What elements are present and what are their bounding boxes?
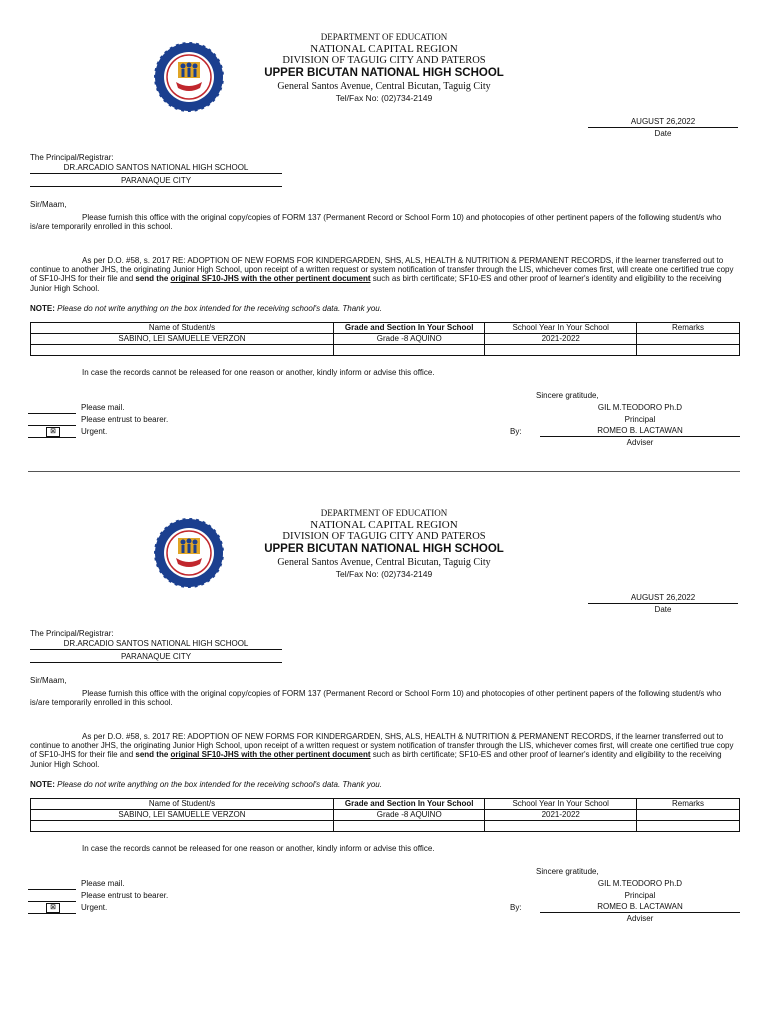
urgent-option-label: Urgent. xyxy=(81,903,108,912)
principal-label: Principal xyxy=(624,415,656,424)
note xyxy=(30,780,382,789)
date-label: Date xyxy=(654,605,672,614)
policy-text-part1: As per D.O. #58, s. 2017 RE: ADOPTION OF NEW FORMS FOR KINDERGARDEN, SHS, ALS, HEALTH & NUTRITION & PERMANENT RECORDS, if the learner transferred out to continue to another JHS, the originating Junior High School, upon receipt of a written request or system notification of transfer through the LIS, whichever comes first, will create one certified true copy of SF10-JHS for their file and xyxy=(30,732,734,760)
date-value: AUGUST 26,2022 xyxy=(588,117,738,128)
request-paragraph: Please furnish this office with the original copy/copies of FORM 137 (Permanent Record or School Form 10) and photocopies of other pertinent papers of the following student/s who is/are temporarily enrolled in this school. xyxy=(30,213,722,232)
copy-divider xyxy=(28,471,740,472)
table-row xyxy=(31,345,740,356)
urgent-checkbox[interactable]: ⊠ xyxy=(46,427,60,437)
header-school-name: UPPER BICUTAN NATIONAL HIGH SCHOOL xyxy=(264,543,504,555)
column-header-school-year: School Year In Your School xyxy=(485,799,636,810)
mail-option-blank[interactable] xyxy=(28,879,76,890)
header-address: General Santos Avenue, Central Bicutan, Taguig City xyxy=(277,557,491,568)
date-label: Date xyxy=(654,129,672,138)
release-notice: In case the records cannot be released for one reason or another, kindly inform or advise this office. xyxy=(82,844,435,853)
bearer-option-blank[interactable] xyxy=(28,891,76,902)
note-label: NOTE: xyxy=(30,780,55,789)
column-header-remarks: Remarks xyxy=(636,323,739,334)
request-paragraph: Please furnish this office with the original copy/copies of FORM 137 (Permanent Record or School Form 10) and photocopies of other pertinent papers of the following student/s who is/are temporarily enrolled in this school. xyxy=(30,689,722,708)
student-records-table xyxy=(30,798,740,832)
remarks-cell xyxy=(636,821,739,832)
policy-text-part2: such as birth certificate; SF10-ES and other proof of learner's identity and eligibility to the receiving Junior High School. xyxy=(30,750,722,769)
school-year-cell xyxy=(485,821,636,832)
addressee-title: The Principal/Registrar: xyxy=(30,153,114,162)
urgent-option-label: Urgent. xyxy=(81,427,108,436)
mail-option-blank[interactable] xyxy=(28,403,76,414)
header-address: General Santos Avenue, Central Bicutan, Taguig City xyxy=(277,81,491,92)
urgent-option-blank xyxy=(28,903,76,914)
header-division: DIVISION OF TAGUIG CITY AND PATEROS xyxy=(282,531,486,542)
note-text: Please do not write anything on the box intended for the receiving school's data. Thank you. xyxy=(57,304,382,313)
header-region: NATIONAL CAPITAL REGION xyxy=(310,43,458,55)
column-header-name: Name of Student/s xyxy=(31,799,334,810)
release-notice: In case the records cannot be released for one reason or another, kindly inform or advise this office. xyxy=(82,368,435,377)
student-name-cell xyxy=(31,821,334,832)
column-header-remarks: Remarks xyxy=(636,799,739,810)
school-year-cell: 2021-2022 xyxy=(485,334,636,345)
student-name-cell xyxy=(31,345,334,356)
note-label: NOTE: xyxy=(30,304,55,313)
adviser-name: ROMEO B. LACTAWAN xyxy=(540,426,740,437)
principal-name: GIL M.TEODORO Ph.D xyxy=(597,403,683,412)
addressee-title: The Principal/Registrar: xyxy=(30,629,114,638)
header-telfax: Tel/Fax No: (02)734-2149 xyxy=(335,93,433,103)
table-row xyxy=(31,821,740,832)
header-division: DIVISION OF TAGUIG CITY AND PATEROS xyxy=(282,55,486,66)
by-label: By: xyxy=(510,427,522,436)
column-header-grade-section: Grade and Section In Your School xyxy=(333,323,484,334)
closing-text: Sincere gratitude, xyxy=(536,867,599,876)
by-label: By: xyxy=(510,903,522,912)
policy-text-part1: As per D.O. #58, s. 2017 RE: ADOPTION OF NEW FORMS FOR KINDERGARDEN, SHS, ALS, HEALTH & NUTRITION & PERMANENT RECORDS, if the learner transferred out to continue to another JHS, the originating Junior High School, upon receipt of a written request or system notification of transfer through the LIS, whichever comes first, will create one certified true copy of SF10-JHS for their file and xyxy=(30,256,734,284)
policy-text-part2: such as birth certificate; SF10-ES and other proof of learner's identity and eligibility to the receiving Junior High School. xyxy=(30,274,722,293)
policy-text-bold: send the xyxy=(135,274,171,284)
adviser-name: ROMEO B. LACTAWAN xyxy=(540,902,740,913)
note xyxy=(30,304,382,313)
policy-text-underlined: original SF10-JHS with the other pertinent document xyxy=(170,274,371,284)
principal-name: GIL M.TEODORO Ph.D xyxy=(597,879,683,888)
request-form-copy-1 xyxy=(0,0,768,470)
policy-text-underlined: original SF10-JHS with the other pertinent document xyxy=(170,750,371,760)
student-name-cell: SABINO, LEI SAMUELLE VERZON xyxy=(31,334,334,345)
addressee-school: DR.ARCADIO SANTOS NATIONAL HIGH SCHOOL xyxy=(30,163,282,174)
date-value: AUGUST 26,2022 xyxy=(588,593,738,604)
table-row xyxy=(31,810,740,821)
salutation: Sir/Maam, xyxy=(30,200,67,209)
school-year-cell: 2021-2022 xyxy=(485,810,636,821)
bearer-option-label: Please entrust to bearer. xyxy=(81,891,169,900)
school-year-cell xyxy=(485,345,636,356)
adviser-label: Adviser xyxy=(626,438,654,447)
header-region: NATIONAL CAPITAL REGION xyxy=(310,519,458,531)
adviser-label: Adviser xyxy=(626,914,654,923)
remarks-cell xyxy=(636,810,739,821)
header-department: DEPARTMENT OF EDUCATION xyxy=(320,508,448,518)
mail-option-label: Please mail. xyxy=(81,403,125,412)
remarks-cell xyxy=(636,334,739,345)
header-department: DEPARTMENT OF EDUCATION xyxy=(320,32,448,42)
addressee-city: PARANAQUE CITY xyxy=(30,652,282,663)
addressee-city: PARANAQUE CITY xyxy=(30,176,282,187)
request-form-copy-2 xyxy=(0,476,768,946)
student-records-table xyxy=(30,322,740,356)
note-text: Please do not write anything on the box intended for the receiving school's data. Thank you. xyxy=(57,780,382,789)
urgent-checkbox[interactable]: ⊠ xyxy=(46,903,60,913)
column-header-grade-section: Grade and Section In Your School xyxy=(333,799,484,810)
student-name-cell: SABINO, LEI SAMUELLE VERZON xyxy=(31,810,334,821)
table-header-row xyxy=(31,799,740,810)
principal-label: Principal xyxy=(624,891,656,900)
policy-paragraph xyxy=(30,732,740,769)
grade-section-cell xyxy=(333,345,484,356)
column-header-school-year: School Year In Your School xyxy=(485,323,636,334)
urgent-option-blank xyxy=(28,427,76,438)
column-header-name: Name of Student/s xyxy=(31,323,334,334)
header-school-name: UPPER BICUTAN NATIONAL HIGH SCHOOL xyxy=(264,67,504,79)
closing-text: Sincere gratitude, xyxy=(536,391,599,400)
salutation: Sir/Maam, xyxy=(30,676,67,685)
addressee-school: DR.ARCADIO SANTOS NATIONAL HIGH SCHOOL xyxy=(30,639,282,650)
policy-text-bold: send the xyxy=(135,750,171,760)
bearer-option-label: Please entrust to bearer. xyxy=(81,415,169,424)
remarks-cell xyxy=(636,345,739,356)
header-telfax: Tel/Fax No: (02)734-2149 xyxy=(335,569,433,579)
grade-section-cell: Grade -8 AQUINO xyxy=(333,334,484,345)
grade-section-cell xyxy=(333,821,484,832)
policy-paragraph xyxy=(30,256,740,293)
mail-option-label: Please mail. xyxy=(81,879,125,888)
table-header-row xyxy=(31,323,740,334)
table-row xyxy=(31,334,740,345)
grade-section-cell: Grade -8 AQUINO xyxy=(333,810,484,821)
bearer-option-blank[interactable] xyxy=(28,415,76,426)
